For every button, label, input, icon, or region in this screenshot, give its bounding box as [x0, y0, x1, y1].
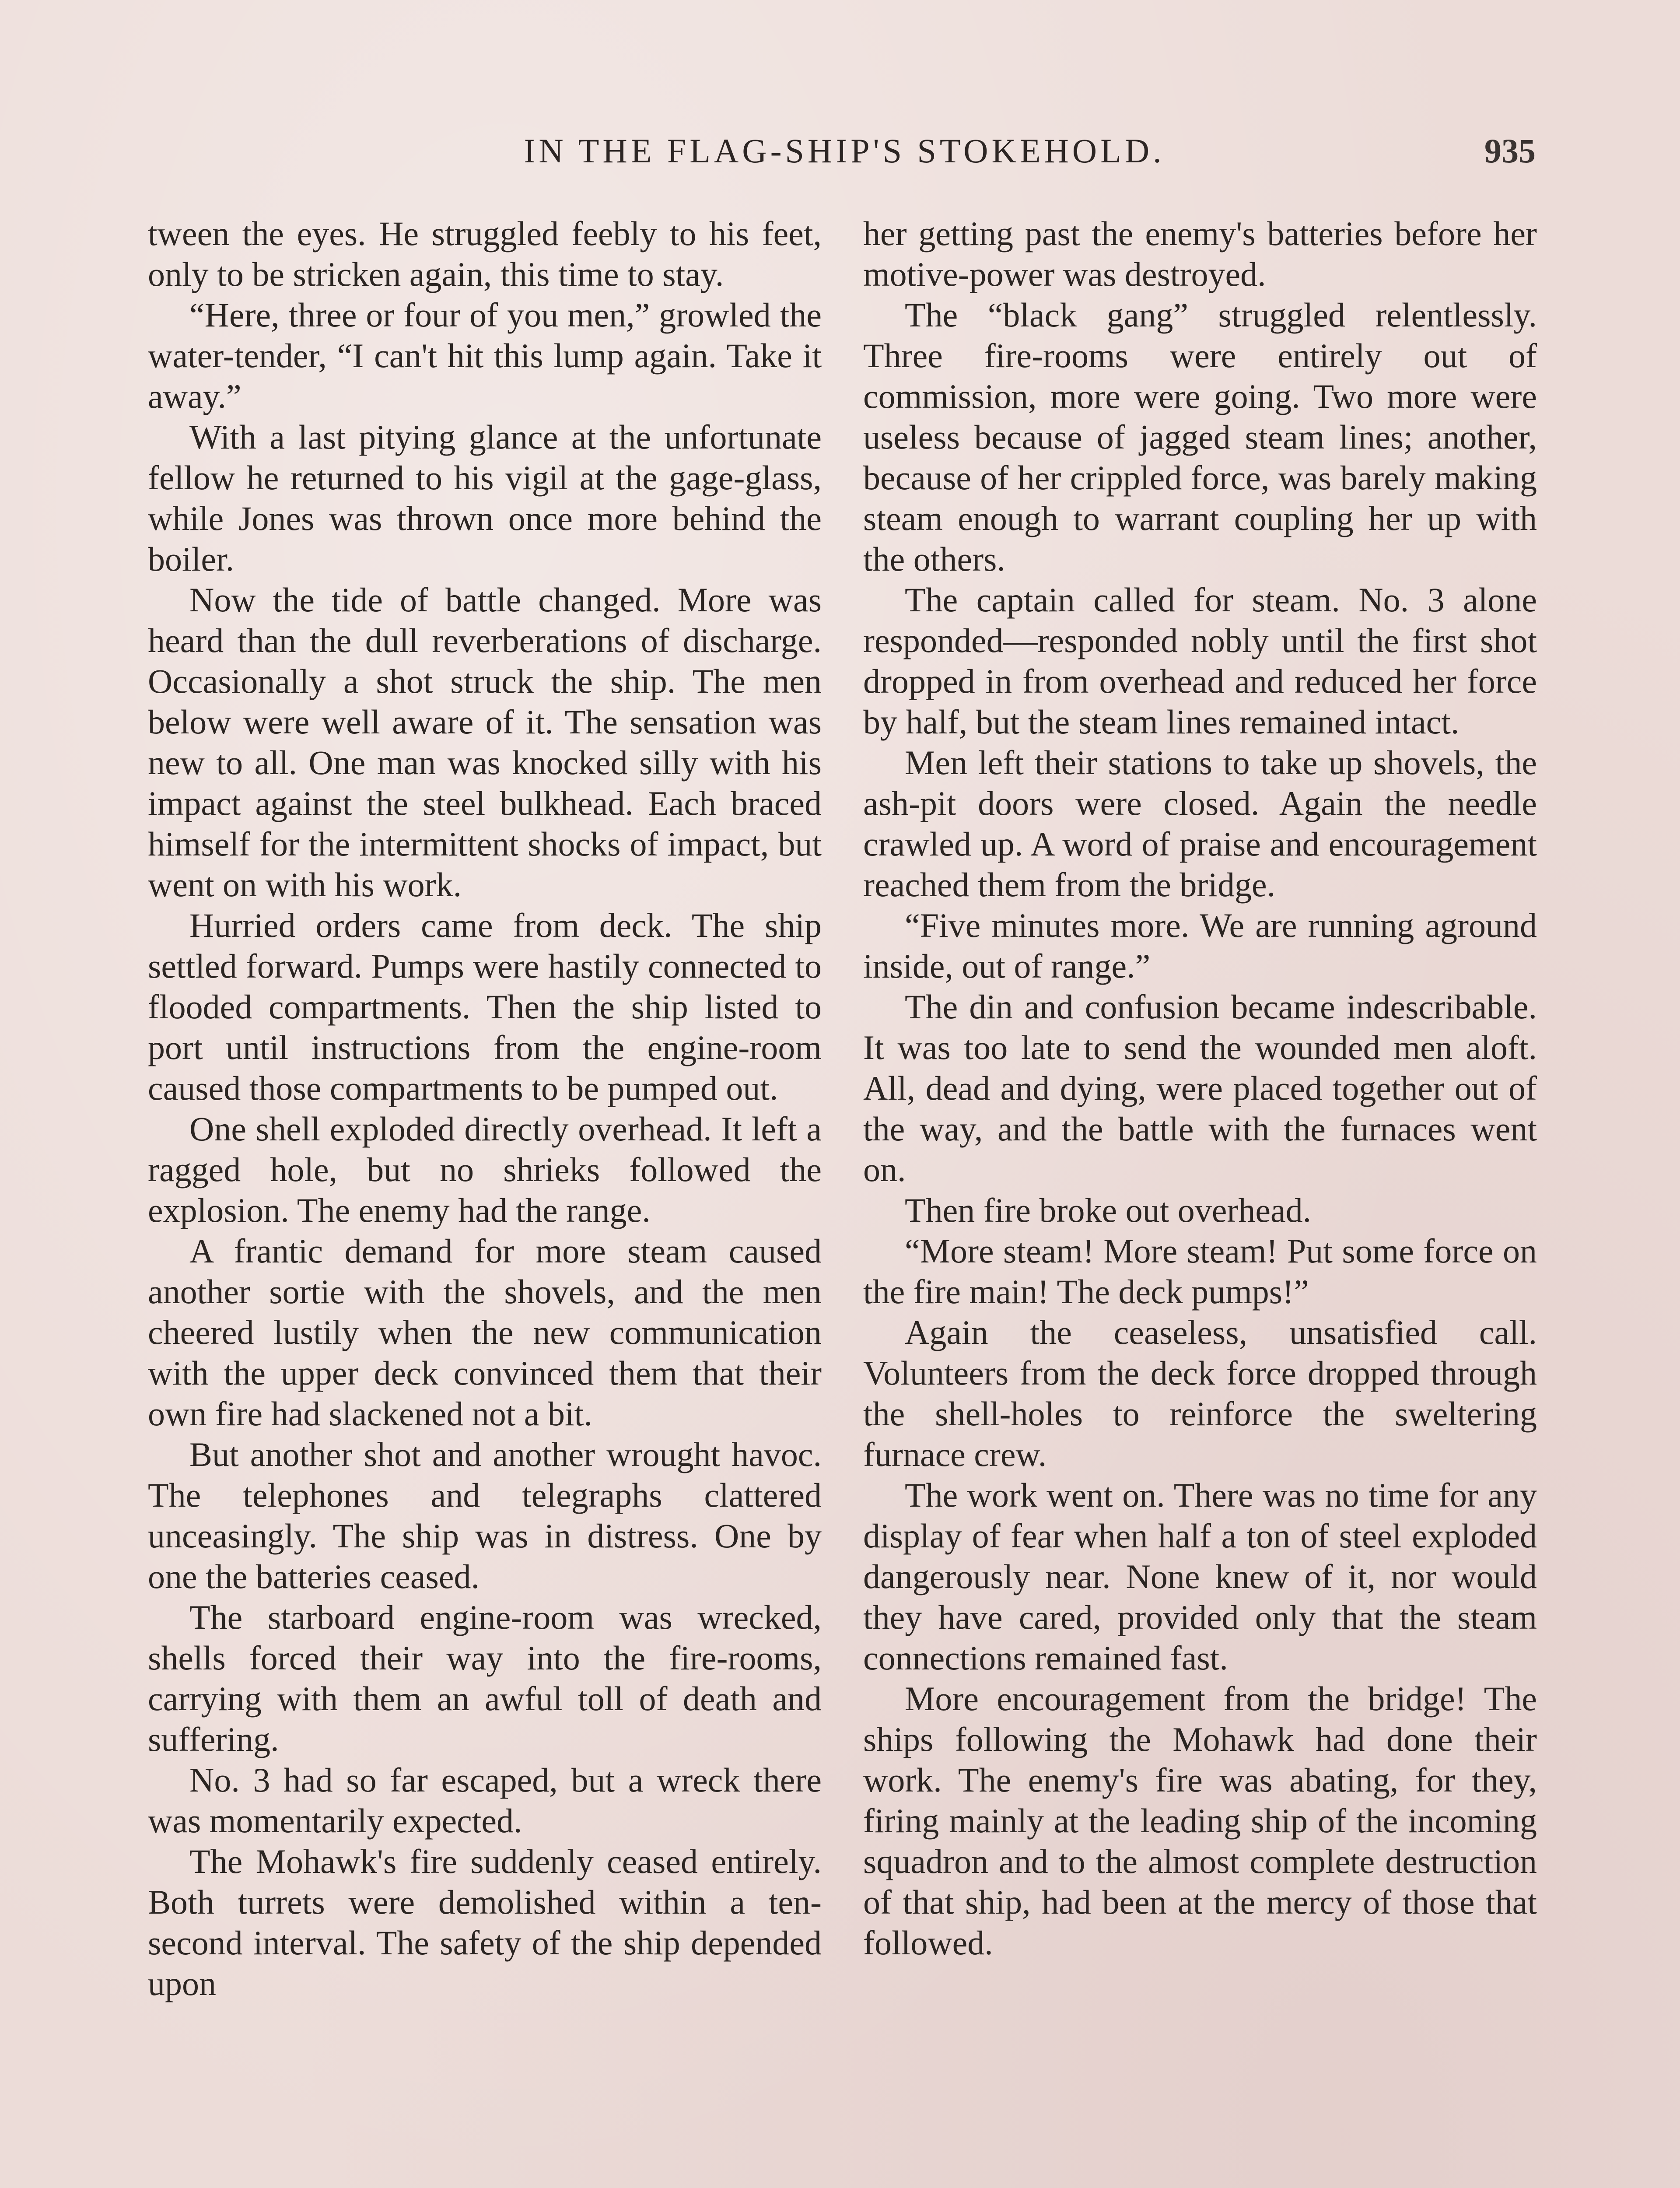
paragraph: The “black gang” struggled relentlessly. Three fire-rooms were entirely out of commission, more were going. Two more were useless because of jagged steam lines; another, because of her crippled force, was barely making steam enough to warrant coupling her up with the others.: [863, 296, 1537, 578]
paragraph: Now the tide of battle changed. More was heard than the dull reverberations of discharge. Occasionally a shot struck the ship. The men below were well aware of it. The sensation was new to all. One man was knocked silly with his impact against the steel bulkhead. Each braced himself for the intermittent shocks of impact, but went on with his work.: [148, 581, 822, 904]
running-title: IN THE FLAG-SHIP'S STOKEHOLD.: [524, 132, 1165, 170]
paragraph: A frantic demand for more steam caused another sortie with the shovels, and the men cheered lustily when the new communication with the upper deck convinced them that their own fire had slackened not a bit.: [148, 1232, 822, 1433]
paragraph: The work went on. There was no time for any display of fear when half a ton of steel exploded dangerously near. None knew of it, nor would they have cared, provided only that the steam connections remained fast.: [863, 1476, 1537, 1677]
left-text-column: [148, 213, 822, 2004]
paragraph: Then fire broke out overhead.: [905, 1191, 1312, 1229]
paragraph: “More steam! More steam! Put some force on the fire main! The deck pumps!”: [863, 1232, 1537, 1311]
paragraph: “Here, three or four of you men,” growled the water-tender, “I can't hit this lump again. Take it away.”: [148, 296, 822, 415]
paragraph: With a last pitying glance at the unfortunate fellow he returned to his vigil at the gage-glass, while Jones was thrown once more behind the boiler.: [148, 418, 822, 578]
paragraph: Men left their stations to take up shovels, the ash-pit doors were closed. Again the needle crawled up. A word of praise and encouragement reached them from the bridge.: [863, 743, 1537, 904]
paragraph: One shell exploded directly overhead. It left a ragged hole, but no shrieks followed the explosion. The enemy had the range.: [148, 1110, 822, 1229]
paragraph: But another shot and another wrought havoc. The telephones and telegraphs clattered unceasingly. The ship was in distress. One by one the batteries ceased.: [148, 1435, 822, 1595]
paragraph: tween the eyes. He struggled feebly to his feet, only to be stricken again, this time to stay.: [148, 214, 822, 293]
paragraph: The captain called for steam. No. 3 alone responded—responded nobly until the first shot dropped in from overhead and reduced her force by half, but the steam lines remained intact.: [863, 581, 1537, 741]
paragraph: Hurried orders came from deck. The ship settled forward. Pumps were hastily connected to flooded compartments. Then the ship listed to port until instructions from the engine-room caused those compartments to be pumped out.: [148, 906, 822, 1107]
right-text-column: [863, 213, 1537, 1963]
paragraph: The din and confusion became indescribable. It was too late to send the wounded men aloft. All, dead and dying, were placed together out of the way, and the battle with the furnaces went on.: [863, 988, 1537, 1189]
paragraph: No. 3 had so far escaped, but a wreck there was momentarily expected.: [148, 1761, 822, 1840]
paragraph: her getting past the enemy's batteries before her motive-power was destroyed.: [863, 214, 1537, 293]
paragraph: More encouragement from the bridge! The ships following the Mohawk had done their work. The enemy's fire was abating, for they, firing mainly at the leading ship of the incoming squadron and to the almost complete destruction of that ship, had been at the mercy of those that followed.: [863, 1680, 1537, 1962]
paragraph: The Mohawk's fire suddenly ceased entirely. Both turrets were demolished within a ten-second interval. The safety of the ship depended upon: [148, 1842, 822, 2002]
paragraph: The starboard engine-room was wrecked, shells forced their way into the fire-rooms, carrying with them an awful toll of death and suffering.: [148, 1598, 822, 1758]
page-number: 935: [1484, 132, 1536, 170]
paragraph: Again the ceaseless, unsatisfied call. Volunteers from the deck force dropped through the shell-holes to reinforce the sweltering furnace crew.: [863, 1313, 1537, 1473]
paragraph: “Five minutes more. We are running aground inside, out of range.”: [863, 906, 1537, 985]
page-header: [144, 131, 1544, 184]
